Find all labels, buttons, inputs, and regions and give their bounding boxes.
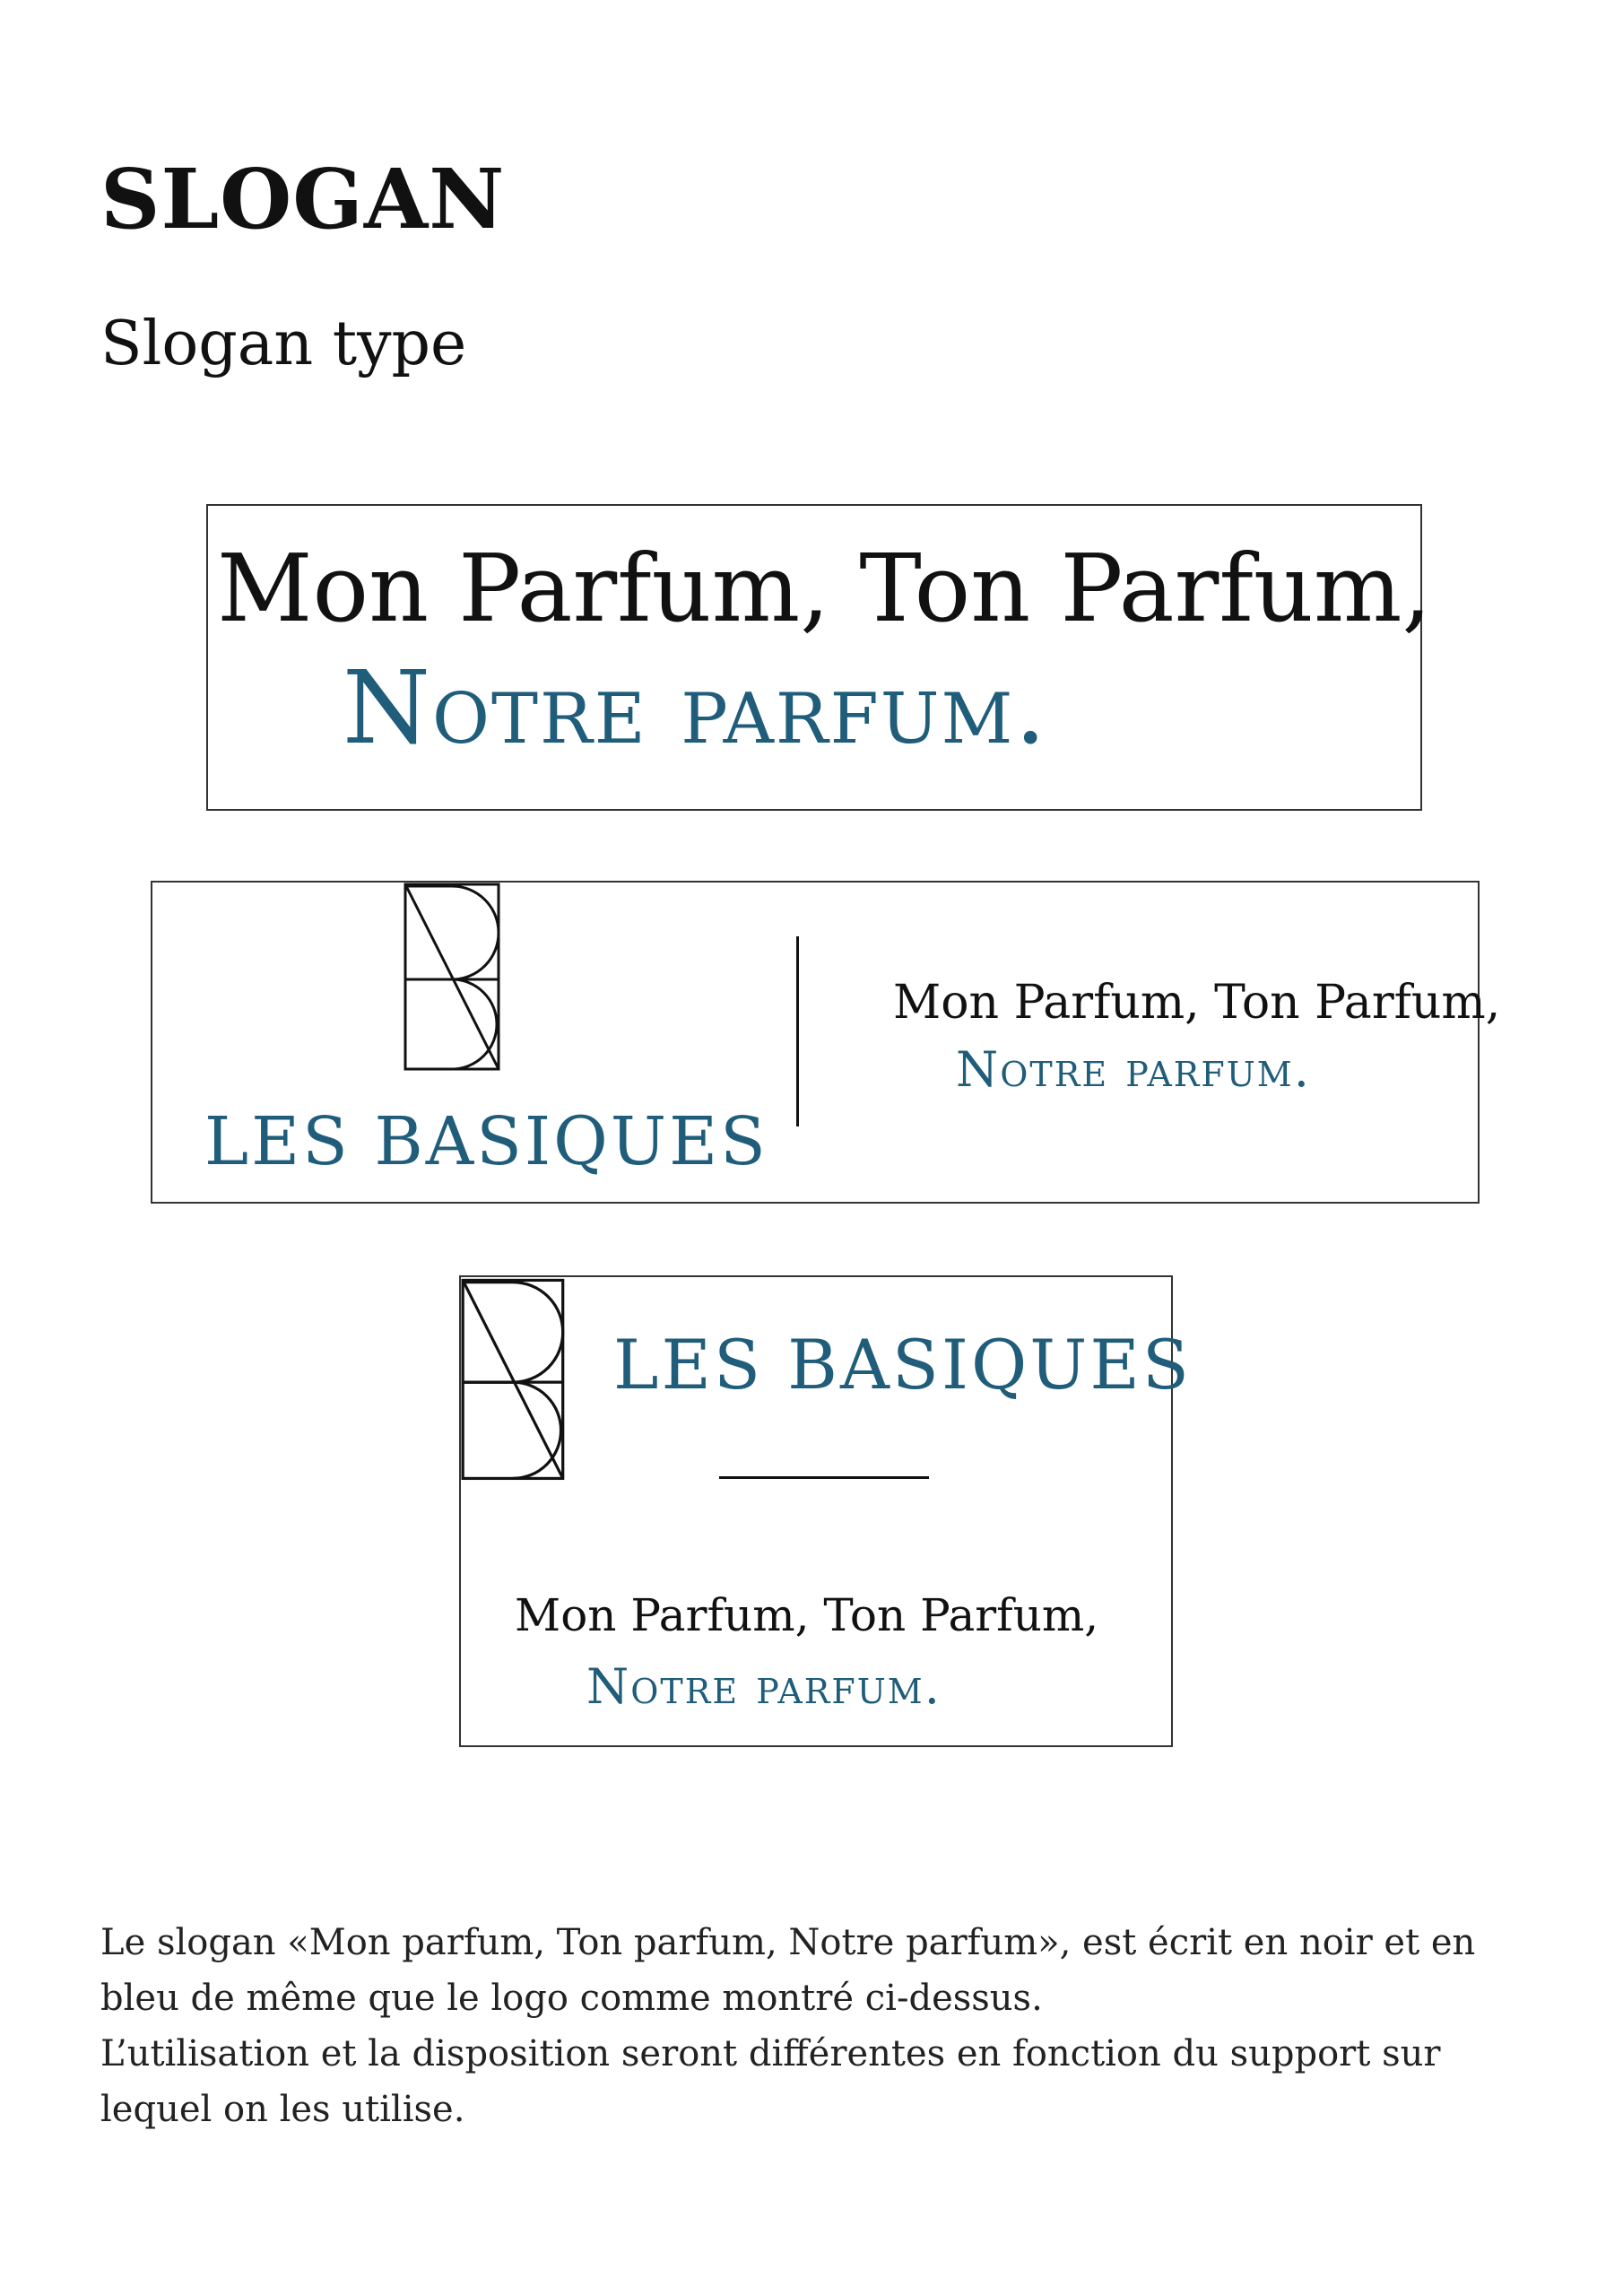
- description-paragraph-2: L’utilisation et la disposition seront différentes en fonction du support sur lequel on les utilise.: [100, 2033, 1441, 2130]
- slogan-line-1: Mon Parfum, Ton Parfum,: [515, 1589, 1099, 1641]
- horizontal-divider: [719, 1476, 929, 1479]
- section-subtitle: Slogan type: [100, 309, 467, 379]
- description-paragraph-1: Le slogan «Mon parfum, Ton parfum, Notre parfum», est écrit en noir et en bleu de même que le logo comme montré ci-dessus.: [100, 1922, 1476, 2019]
- slogan-frame-horizontal: [151, 881, 1501, 1204]
- slogan-line-1: Mon Parfum, Ton Parfum,: [217, 534, 1432, 643]
- vertical-divider: [796, 936, 799, 1126]
- section-title: SLOGAN: [100, 151, 506, 248]
- lb-monogram-icon: [404, 883, 502, 1073]
- slogan-frame-text-only: [206, 504, 1432, 811]
- slogan-frame-stacked: [459, 1275, 1192, 1747]
- lb-monogram-icon: [461, 1277, 567, 1483]
- brand-name: LES BASIQUES: [613, 1325, 1192, 1405]
- slogan-line-2: Notre parfum.: [586, 1658, 942, 1715]
- slogan-line-2: Notre parfum.: [343, 650, 1048, 767]
- slogan-line-1: Mon Parfum, Ton Parfum,: [893, 976, 1501, 1030]
- brand-name: LES BASIQUES: [204, 1103, 768, 1180]
- slogan-line-2: Notre parfum.: [956, 1041, 1311, 1098]
- description-text: [100, 1915, 1526, 2137]
